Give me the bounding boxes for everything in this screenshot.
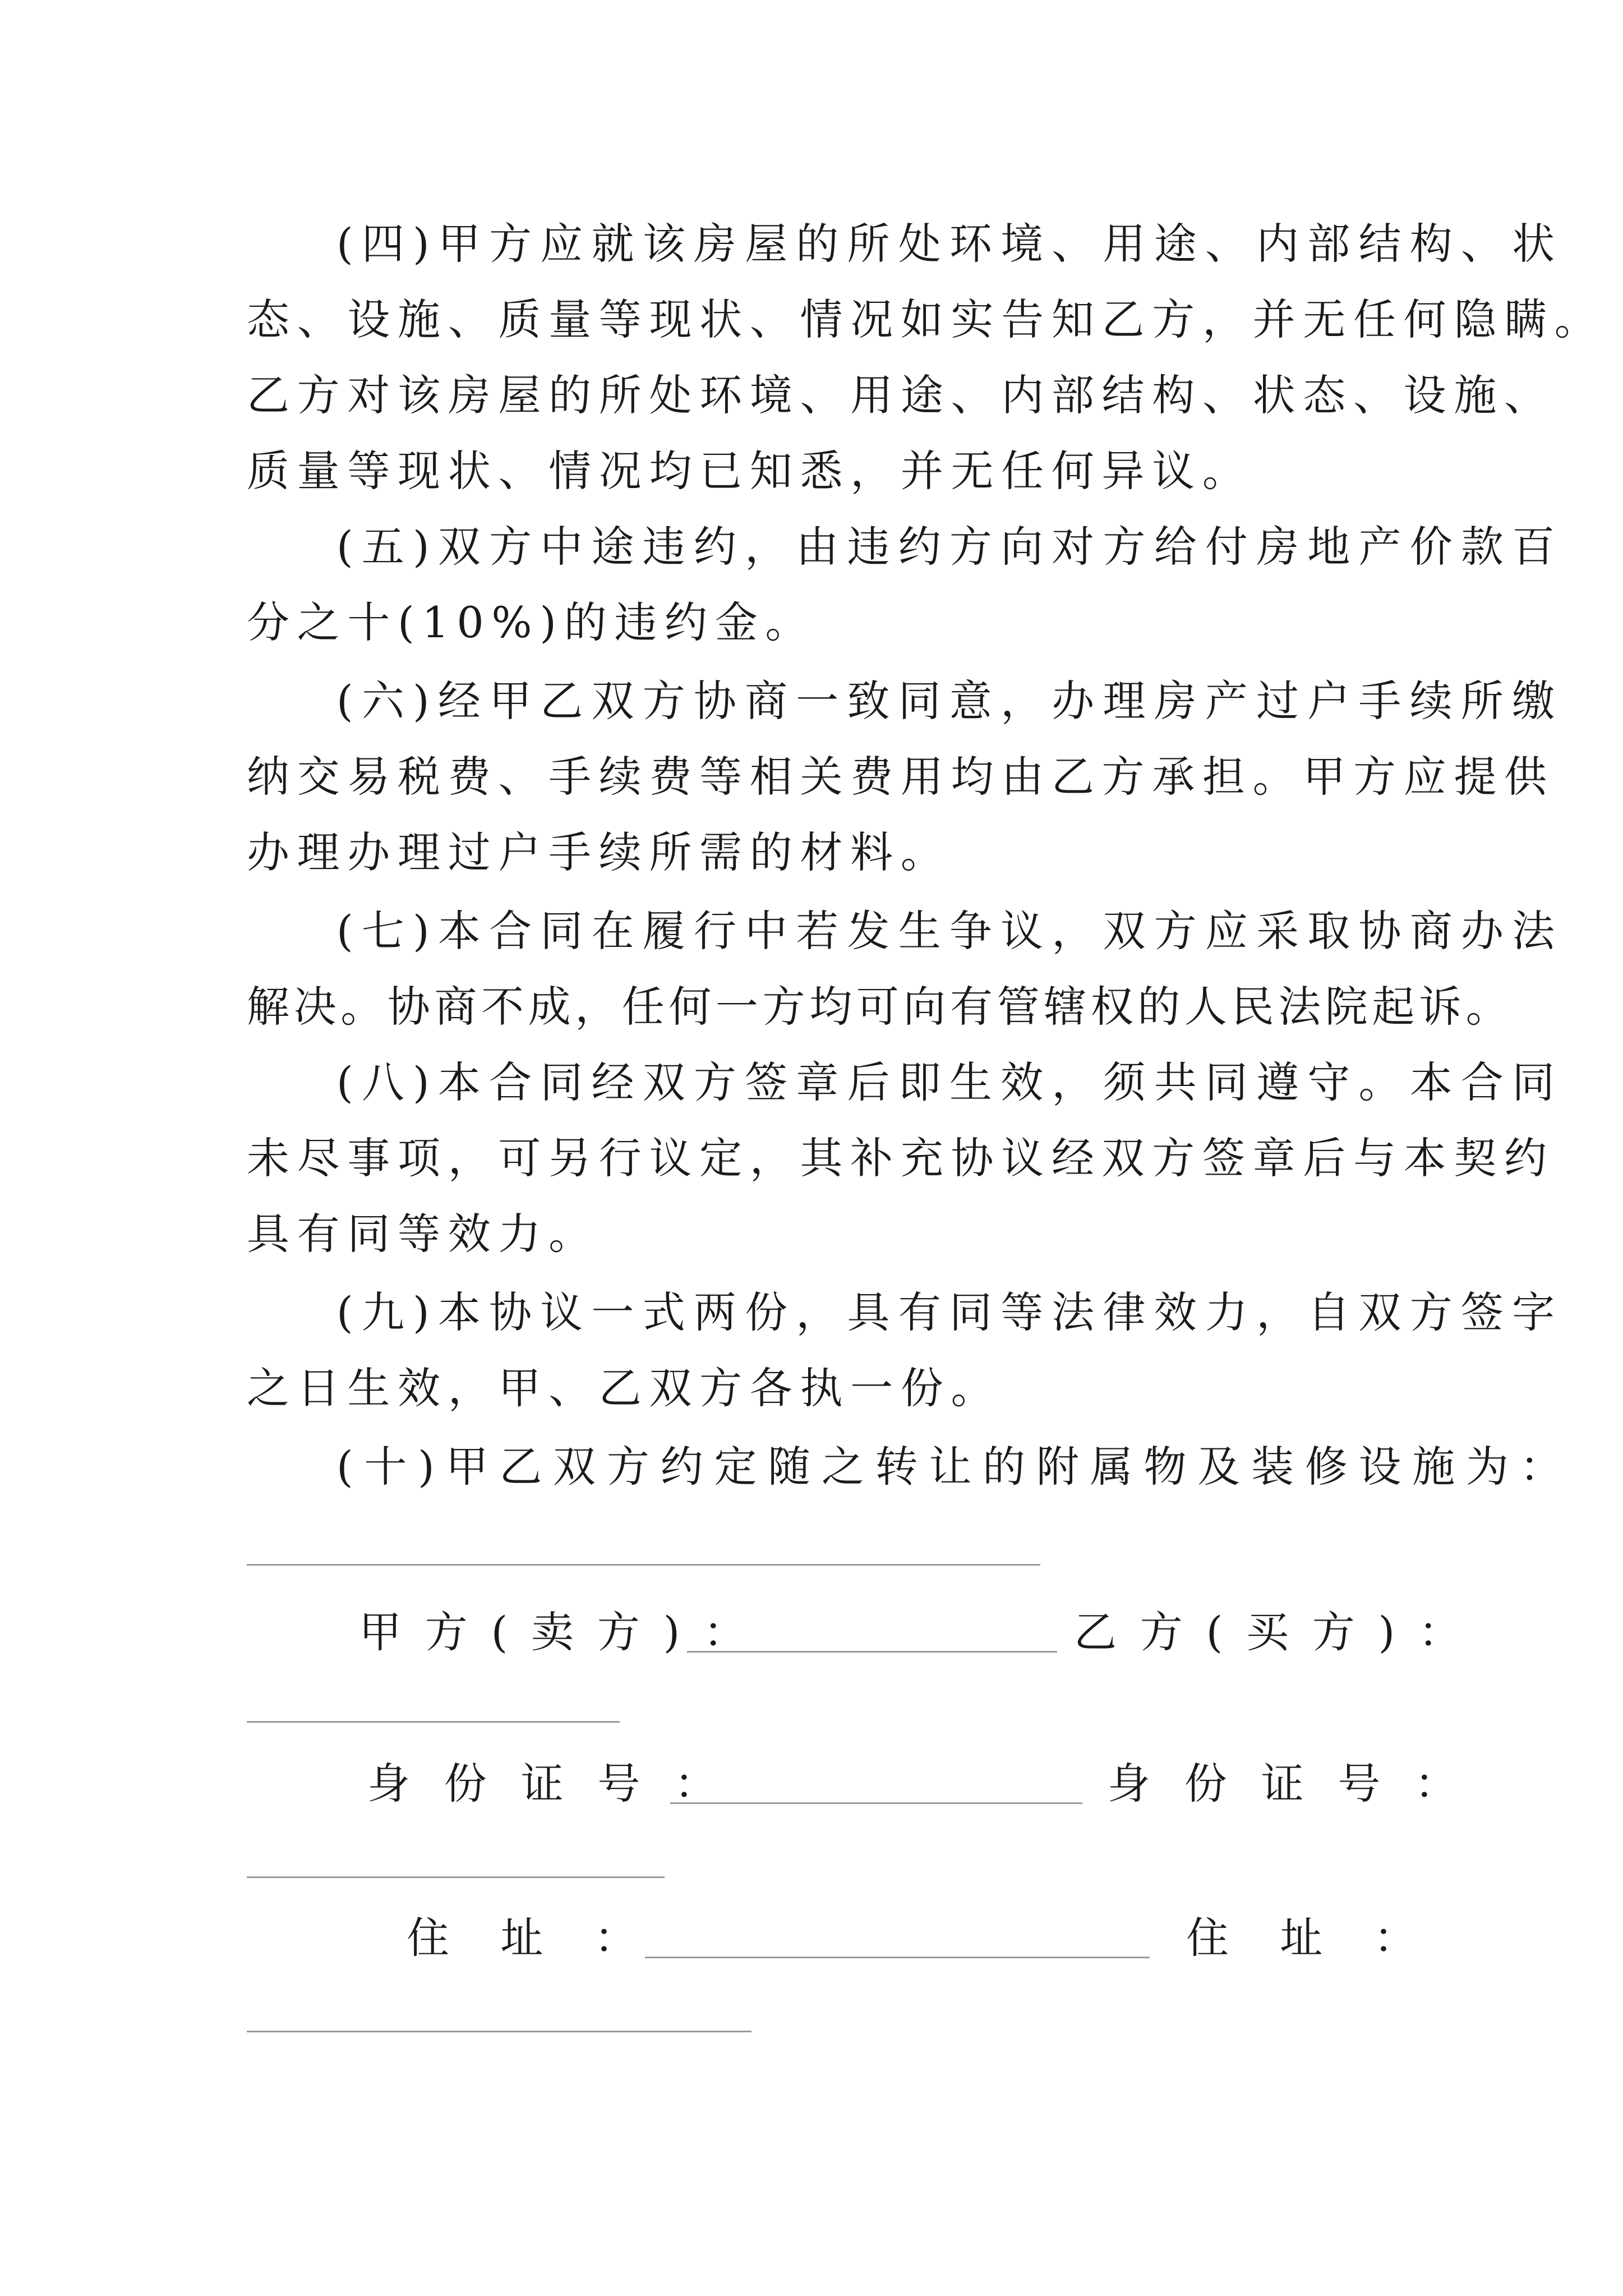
address-row — [0, 1899, 1623, 1977]
paragraph-8-line-1: (八)本合同经双方签章后即生效，须共同遵守。本合同 — [336, 1057, 1564, 1107]
paragraph-9-line-2: 之日生效，甲、乙双方各执一份。 — [247, 1363, 1002, 1413]
id-row — [0, 1745, 1623, 1823]
party-row — [0, 1593, 1623, 1672]
seller-address-blank — [645, 1957, 1150, 1958]
paragraph-6-line-3: 办理办理过户手续所需的材料。 — [247, 827, 951, 877]
buyer-id-label: 身份证号： — [1108, 1759, 1491, 1809]
paragraph-9-line-1: (九)本协议一式两份，具有同等法律效力，自双方签字 — [336, 1287, 1564, 1337]
paragraph-5-line-1: (五)双方中途违约，由违约方向对方给付房地产价款百 — [336, 522, 1564, 572]
paragraph-8-line-3: 具有同等效力。 — [247, 1209, 599, 1259]
buyer-blank — [247, 1721, 620, 1723]
attachments-blank-line — [247, 1564, 1040, 1566]
paragraph-4-line-1: (四)甲方应就该房屋的所处环境、用途、内部结构、状 — [336, 219, 1564, 269]
buyer-label: 乙方(买方)： — [1074, 1607, 1484, 1657]
seller-label: 甲方(卖方)： — [359, 1607, 769, 1657]
paragraph-10-line-1: (十)甲乙双方约定随之转让的附属物及装修设施为： — [336, 1442, 1574, 1492]
paragraph-5-line-2: 分之十(10%)的违约金。 — [247, 597, 816, 647]
paragraph-4-line-4: 质量等现状、情况均已知悉，并无任何异议。 — [247, 446, 1253, 496]
buyer-address-blank — [247, 2031, 751, 2032]
buyer-id-blank — [247, 1876, 665, 1878]
seller-id-blank — [670, 1802, 1082, 1804]
paragraph-6-line-2: 纳交易税费、手续费等相关费用均由乙方承担。甲方应提供 — [247, 752, 1555, 802]
paragraph-4-line-3: 乙方对该房屋的所处环境、用途、内部结构、状态、设施、 — [247, 370, 1555, 420]
paragraph-8-line-2: 未尽事项，可另行议定，其补充协议经双方签章后与本契约 — [247, 1133, 1555, 1183]
paragraph-7-line-2: 解决。协商不成，任何一方均可向有管辖权的人民法院起诉。 — [247, 982, 1513, 1032]
buyer-address-label: 住址： — [1186, 1913, 1468, 1963]
seller-id-label: 身份证号： — [367, 1759, 751, 1809]
paragraph-6-line-1: (六)经甲乙双方协商一致同意，办理房产过户手续所缴 — [336, 676, 1564, 726]
paragraph-7-line-1: (七)本合同在履行中若发生争议，双方应采取协商办法 — [336, 906, 1564, 956]
seller-blank — [687, 1651, 1057, 1653]
seller-address-label: 住址： — [407, 1913, 688, 1963]
paragraph-4-line-2: 态、设施、质量等现状、情况如实告知乙方，并无任何隐瞒。 — [247, 295, 1605, 344]
